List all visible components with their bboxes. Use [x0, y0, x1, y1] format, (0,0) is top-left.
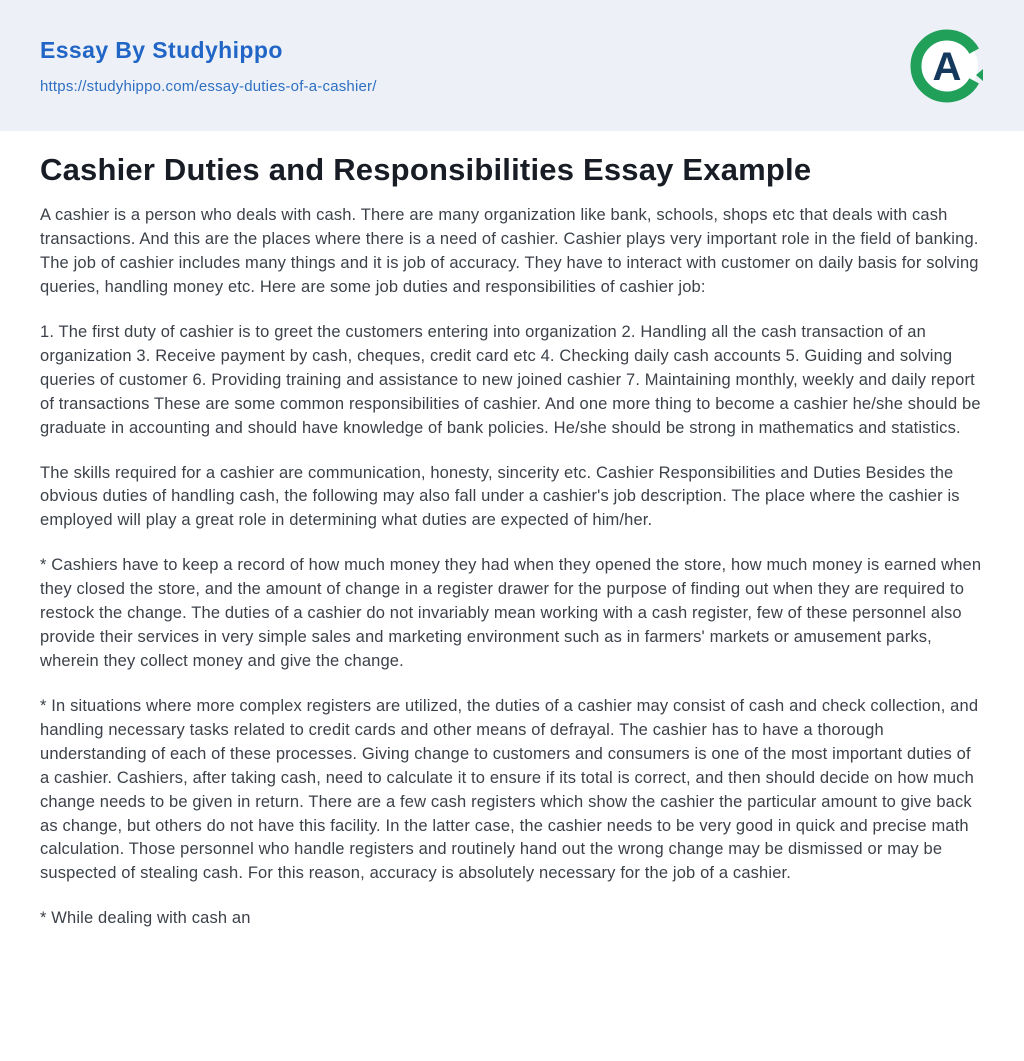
essay-paragraph-registers: * In situations where more complex registers are utilized, the duties of a cashier may consist of cash and check collection, and handling necessary tasks related to credit cards and other means of defrayal. The cashier has to have a thorough understanding of each of these processes. Giving change to customers and consumers is one of the most important duties of a cashier. Cashiers, after taking cash, need to calculate it to ensure if its total is correct, and then should decide on how much change needs to be given in return. There are a few cash registers which show the cashier the particular amount to give back as change, but others do not have this facility. In the latter case, the cashier needs to be very good in quick and precise math calculation. Those personnel who handle registers and routinely hand out the wrong change may be dismissed or may be suspected of stealing cash. For this reason, accuracy is absolutely necessary for the job of a cashier. [40, 696, 979, 883]
essay-paragraph-skills: The skills required for a cashier are communication, honesty, sincerity etc. Cashier Responsibilities and Duties Besides the obvious duties of handling cash, the following may also fall under a cashier's job description. The place where the cashier is employed will play a great role in determining what duties are expected of him/her. [40, 463, 960, 530]
source-url-link[interactable]: https://studyhippo.com/essay-duties-of-a-cashier/ [40, 77, 377, 95]
logo-letter: A [932, 44, 962, 89]
essay-paragraph-record-keeping: * Cashiers have to keep a record of how much money they had when they opened the store, how much money is earned when they closed the store, and the amount of change in a register drawer for the purpose of finding out when they are required to restock the change. The duties of a cashier do not invariably mean working with a cash register, few of these personnel also provide their services in very simple sales and marketing environment such as in farmers' markets or amusement parks, wherein they collect money and give the change. [40, 556, 982, 671]
studyhippo-logo-icon [910, 29, 984, 103]
essay-paragraph-intro: A cashier is a person who deals with cash. There are many organization like bank, schools, shops etc that deals with cash transactions. And this are the places where there is a need of cashier. Cashier plays very important role in the field of banking. The job of cashier includes many things and it is job of accuracy. They have to interact with customer on daily basis for solving queries, handling money etc. Here are some job duties and responsibilities of cashier job: [40, 206, 979, 297]
essay-paragraph-duties-list: 1. The first duty of cashier is to greet the customers entering into organization 2. Handling all the cash transaction of an organization 3. Receive payment by cash, cheques, credit card etc 4. Checking daily cash accounts 5. Guiding and solving queries of customer 6. Providing training and assistance to new joined cashier 7. Maintaining monthly, weekly and daily report of transactions These are some common responsibilities of cashier. And one more thing to become a cashier he/she should be graduate in accounting and should have knowledge of bank policies. He/she should be strong in mathematics and statistics. [40, 322, 981, 437]
essay-paragraph-truncated: * While dealing with cash an [40, 909, 251, 928]
site-title: Essay By Studyhippo [40, 36, 283, 63]
essay-title: Cashier Duties and Responsibilities Essay Example [40, 152, 812, 187]
page-header [0, 0, 1024, 131]
essay-content [0, 131, 1024, 931]
header-text-block [40, 37, 377, 95]
